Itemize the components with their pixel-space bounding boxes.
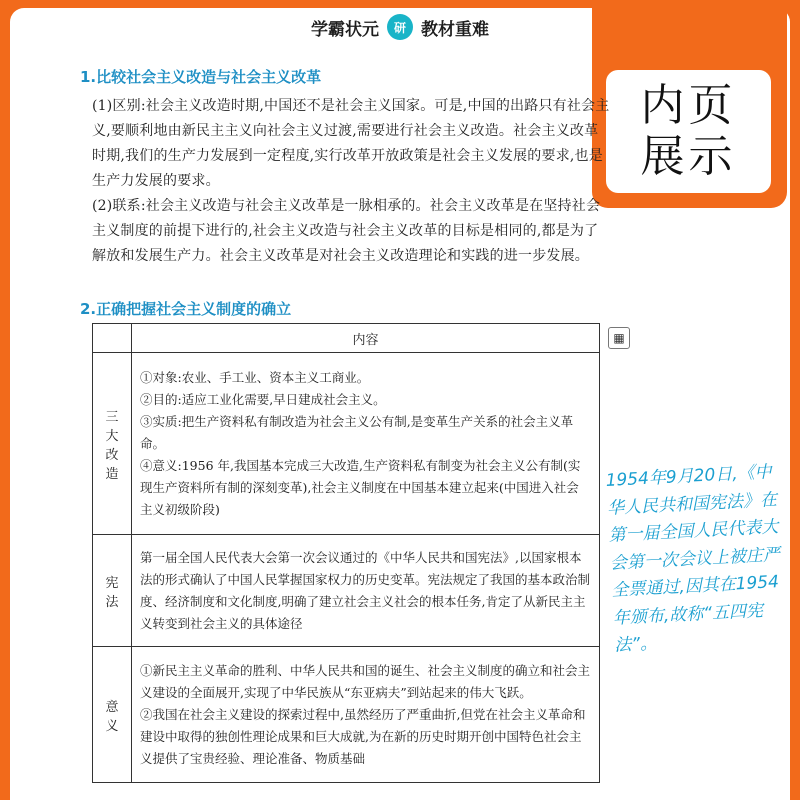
- badge-line-1: 内页: [640, 79, 737, 131]
- table-header-row: [93, 324, 600, 353]
- table-icon[interactable]: ▦: [608, 327, 630, 349]
- row-content-significance: [132, 647, 600, 783]
- page-header: [300, 10, 500, 44]
- section-1-title: 1.比较社会主义改造与社会主义改革: [80, 68, 322, 86]
- table-row: [93, 535, 600, 647]
- table-header-content: 内容: [132, 324, 600, 353]
- row-label-significance: 意义: [93, 647, 132, 783]
- content-table: [92, 323, 600, 783]
- list-item: ④意义:1956 年,我国基本完成三大改造,生产资料私有制变为社会主义公有制(实现生产资料所有制的深刻变革),社会主义制度在中国基本建立起来(中国进入社会主义初级阶段): [140, 457, 581, 517]
- row-label-reforms: 三大改造: [93, 353, 132, 535]
- list-item: ①新民主主义革命的胜利、中华人民共和国的诞生、社会主义制度的确立和社会主义建设的全面展开,实现了中华民族从“东亚病夫”到站起来的伟大飞跃。: [140, 662, 591, 700]
- list-item: 第一届全国人民代表大会第一次会议通过的《中华人民共和国宪法》,以国家根本法的形式确认了中国人民掌握国家权力的历史变革。宪法规定了我国的基本政治制度、经济制度和文化制度,明确了建立社会主义社会的根本任务,肯定了从新民主主义转变到社会主义的具体途径: [140, 549, 591, 631]
- badge-label: [606, 70, 771, 193]
- row-content-constitution: [132, 535, 600, 647]
- handwritten-note: 1954年9月20日,《中华人民共和国宪法》在第一届全国人民代表大会第一次会议上被庄严全票通过,因其在1954年颁布,故称“五四宪法”。: [605, 462, 781, 656]
- brand-name: 学霸状元: [311, 19, 379, 40]
- brand-logo-icon: 研: [387, 14, 413, 40]
- table-row: [93, 353, 600, 535]
- table-row: [93, 647, 600, 783]
- section-2-title: 2.正确把握社会主义制度的确立: [80, 300, 292, 318]
- list-item: ②我国在社会主义建设的探索过程中,虽然经历了严重曲折,但党在社会主义革命和建设中取得的独创性理论成果和巨大成就,为在新的历史时期开创中国特色社会主义提供了宝贵经验、理论准备、物质基础: [140, 706, 586, 766]
- list-item: ①对象:农业、手工业、资本主义工商业。: [140, 369, 370, 385]
- promo-badge: [592, 0, 787, 208]
- header-subtitle: 教材重难: [421, 19, 489, 40]
- row-content-reforms: [132, 353, 600, 535]
- section-1-paragraph-2: (2)联系:社会主义改造与社会主义改革是一脉相承的。社会主义改革是在坚持社会主义制度的前提下进行的,社会主义改造与社会主义改革的目标是相同的,都是为了解放和发展生产力。社会主义改革是对社会主义改造理论和实践的进一步发展。: [92, 198, 601, 264]
- badge-line-2: 展示: [640, 130, 737, 182]
- table-corner-cell: [93, 324, 132, 353]
- list-item: ③实质:把生产资料私有制改造为社会主义公有制,是变革生产关系的社会主义革命。: [140, 413, 574, 451]
- list-item: ②目的:适应工业化需要,早日建成社会主义。: [140, 391, 386, 407]
- section-1-paragraph-1: (1)区别:社会主义改造时期,中国还不是社会主义国家。可是,中国的出路只有社会主义,要顺利地由新民主主义向社会主义过渡,需要进行社会主义改造。社会主义改革时期,我们的生产力发展到一定程度,实行改革开放政策是社会主义发展的要求,也是生产力发展的要求。: [92, 98, 610, 189]
- row-label-constitution: 宪法: [93, 535, 132, 647]
